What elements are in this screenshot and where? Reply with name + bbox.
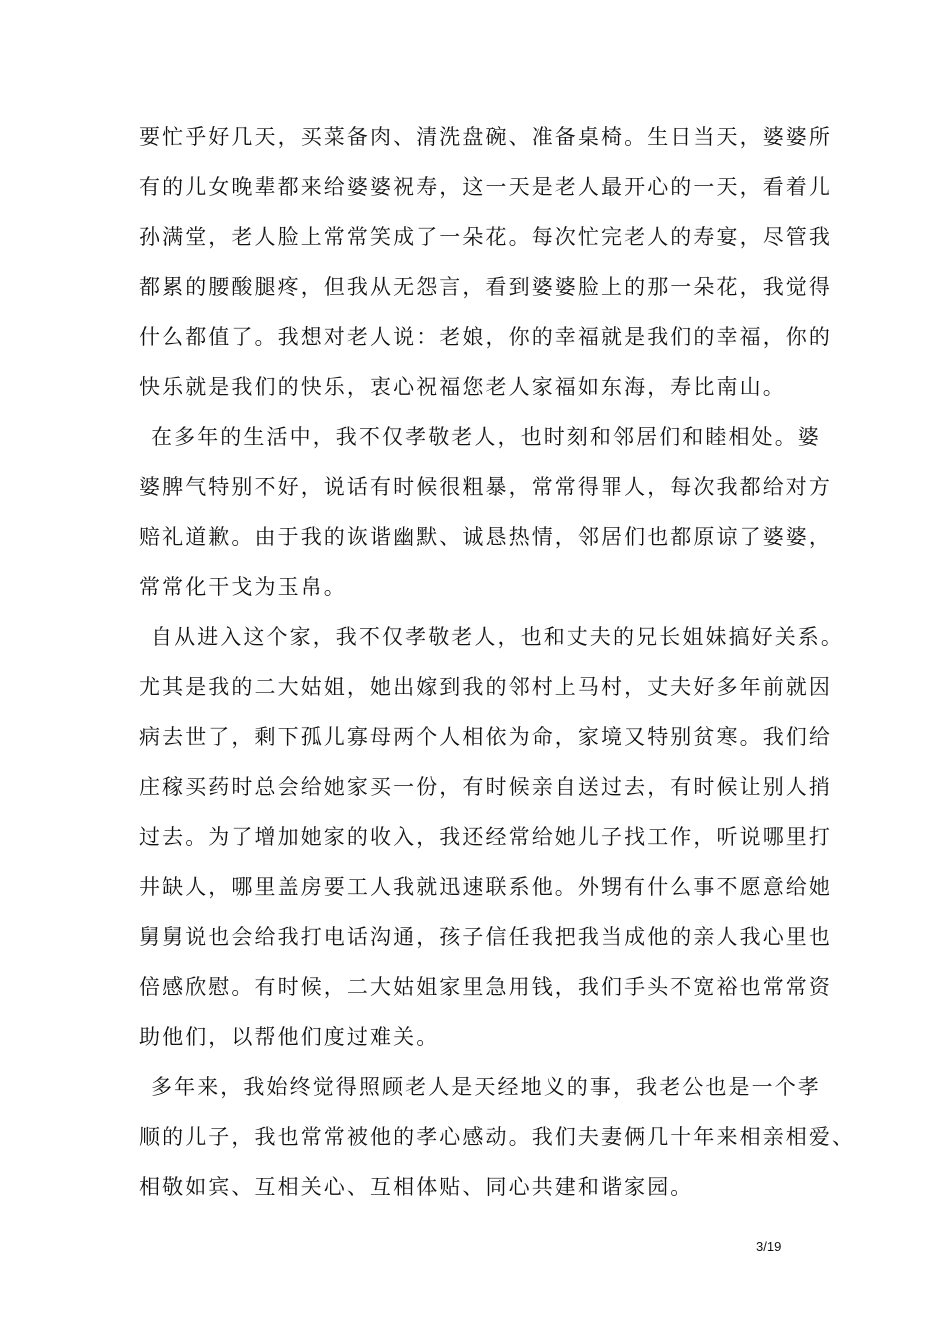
text-line: 相敬如宾、互相关心、互相体贴、同心共建和谐家园。 xyxy=(139,1175,694,1199)
text-line: 顺的儿子，我也常常被他的孝心感动。我们夫妻俩几十年来相亲相爱、 xyxy=(139,1125,856,1149)
text-line: 什么都值了。我想对老人说：老娘，你的幸福就是我们的幸福，你的 xyxy=(139,325,832,349)
text-line: 倍感欣慰。有时候，二大姑姐家里急用钱，我们手头不宽裕也常常资 xyxy=(139,975,832,999)
text-line: 孙满堂，老人脸上常常笑成了一朵花。每次忙完老人的寿宴，尽管我 xyxy=(139,225,832,249)
text-line: 都累的腰酸腿疼，但我从无怨言，看到婆婆脸上的那一朵花，我觉得 xyxy=(139,275,832,299)
text-line: 病去世了，剩下孤儿寡母两个人相依为命，家境又特别贫寒。我们给 xyxy=(139,725,832,749)
text-line: 要忙乎好几天，买菜备肉、清洗盘碗、准备桌椅。生日当天，婆婆所 xyxy=(139,125,832,149)
paragraph-start-line: 自从进入这个家，我不仅孝敬老人，也和丈夫的兄长姐妹搞好关系。 xyxy=(151,625,844,649)
text-line: 快乐就是我们的快乐，衷心祝福您老人家福如东海，寿比南山。 xyxy=(139,375,786,399)
paragraph-start-line: 多年来，我始终觉得照顾老人是天经地义的事，我老公也是一个孝 xyxy=(151,1075,821,1099)
text-line: 过去。为了增加她家的收入，我还经常给她儿子找工作，听说哪里打 xyxy=(139,825,832,849)
text-line: 有的儿女晚辈都来给婆婆祝寿，这一天是老人最开心的一天，看着儿 xyxy=(139,175,832,199)
text-line: 助他们，以帮他们度过难关。 xyxy=(139,1025,440,1049)
text-line: 常常化干戈为玉帛。 xyxy=(139,575,347,599)
text-line: 尤其是我的二大姑姐，她出嫁到我的邻村上马村，丈夫好多年前就因 xyxy=(139,675,832,699)
page-number: 3/19 xyxy=(756,1239,782,1254)
text-line: 赔礼道歉。由于我的诙谐幽默、诚恳热情，邻居们也都原谅了婆婆， xyxy=(139,525,832,549)
text-line: 婆脾气特别不好，说话有时候很粗暴，常常得罪人，每次我都给对方 xyxy=(139,475,832,499)
text-line: 井缺人，哪里盖房要工人我就迅速联系他。外甥有什么事不愿意给她 xyxy=(139,875,832,899)
paragraph-start-line: 在多年的生活中，我不仅孝敬老人，也时刻和邻居们和睦相处。婆 xyxy=(151,425,821,449)
text-line: 庄稼买药时总会给她家买一份，有时候亲自送过去，有时候让别人捎 xyxy=(139,775,832,799)
text-line: 舅舅说也会给我打电话沟通，孩子信任我把我当成他的亲人我心里也 xyxy=(139,925,832,949)
